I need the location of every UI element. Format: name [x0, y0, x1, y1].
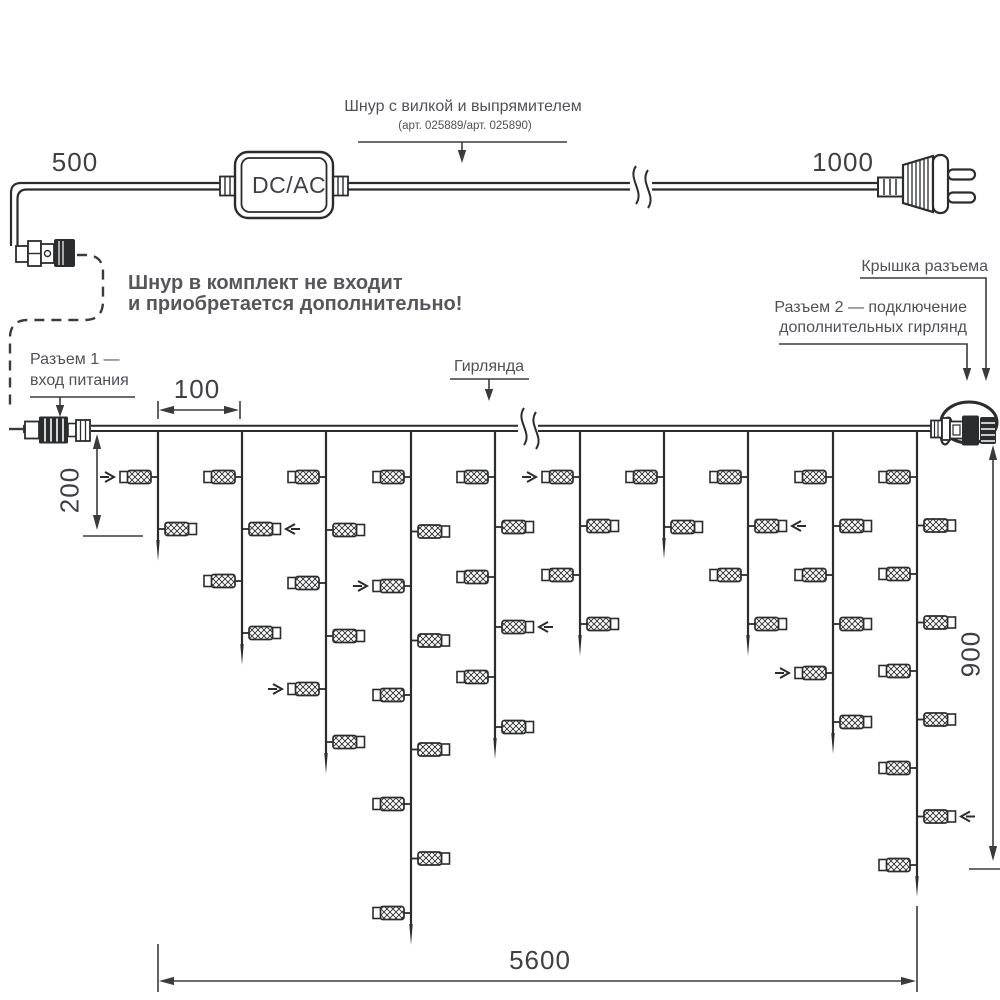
lamp-icon: [795, 667, 833, 680]
garland-label: Гирлянда: [453, 358, 525, 375]
connector2-label-line1: Разъем 2 — подключение: [774, 299, 967, 316]
lamp-icon: [120, 471, 158, 484]
dim-900-value: 900: [955, 630, 986, 678]
garland-break-icon: [521, 408, 538, 449]
lamp-icon: [833, 618, 872, 631]
lamp-icon: [495, 521, 534, 534]
flash-arrow-icon: [775, 668, 789, 678]
lamp-icon: [411, 852, 450, 865]
lamp-icon: [158, 523, 197, 536]
lamp-icon: [457, 571, 495, 584]
lamp-icon: [917, 810, 956, 823]
lamp-icon: [373, 907, 411, 920]
lamp-icon: [917, 519, 956, 532]
lamp-icon: [748, 520, 787, 533]
lamp-icon: [457, 471, 495, 484]
lamp-icon: [373, 798, 411, 811]
dim-5600-value: 5600: [509, 945, 571, 975]
icicle-drop: [204, 431, 300, 665]
lamp-icon: [580, 618, 619, 631]
lamp-icon: [411, 525, 450, 538]
garland-leader: [450, 379, 529, 401]
lamp-icon: [242, 627, 281, 640]
lamp-icon: [710, 471, 748, 484]
lamp-icon: [326, 736, 365, 749]
lamp-icon: [879, 859, 917, 872]
flash-arrow-icon: [539, 622, 553, 632]
connector1-label-line1: Разъем 1 —: [30, 351, 120, 368]
lamp-icon: [917, 616, 956, 629]
lamp-icon: [795, 471, 833, 484]
lamp-icon: [917, 713, 956, 726]
lamp-icon: [833, 716, 872, 729]
lamp-icon: [326, 524, 365, 537]
note-line2: и приобретается дополнительно!: [128, 293, 463, 315]
lamp-icon: [748, 618, 787, 631]
garland-input-connector: [25, 417, 90, 444]
lamp-icon: [495, 721, 534, 734]
dcac-label: DC/AC: [252, 172, 327, 198]
lamp-icon: [373, 471, 411, 484]
lamp-icon: [411, 634, 450, 647]
lamp-icon: [542, 471, 580, 484]
lamp-icon: [542, 569, 580, 582]
lamp-icon: [795, 569, 833, 582]
flash-arrow-icon: [286, 524, 300, 534]
lamp-icon: [495, 621, 534, 634]
lamp-icon: [204, 575, 242, 588]
flash-arrow-icon: [522, 472, 536, 482]
cable-break-icon: [633, 166, 650, 208]
garland-wire: [91, 408, 933, 449]
connector2-label-line2: дополнительных гирлянд: [779, 319, 967, 336]
lamp-icon: [204, 471, 242, 484]
icicle-drop: [710, 431, 806, 656]
lamp-icon: [580, 520, 619, 533]
lamp-icon: [879, 471, 917, 484]
icicle-drop: [100, 431, 197, 561]
lamp-icon: [288, 577, 326, 590]
icicle-drop: [268, 431, 365, 774]
power-plug-icon: [878, 155, 975, 213]
lamp-icon: [879, 568, 917, 581]
lamp-icon: [710, 569, 748, 582]
lamp-icon: [373, 580, 411, 593]
dim-1000-value: 1000: [812, 147, 874, 177]
lamp-icon: [879, 762, 917, 775]
dim-200: [83, 434, 143, 536]
garland-output-connector: [931, 402, 997, 446]
cap-label: Крышка разъема: [861, 258, 988, 275]
icicle-drop: [353, 431, 450, 945]
connector1-label-line2: вход питания: [30, 372, 129, 389]
lamp-icon: [664, 521, 703, 534]
flash-arrow-icon: [353, 581, 367, 591]
flash-arrow-icon: [961, 812, 975, 822]
lamp-icon: [411, 743, 450, 756]
lamp-icon: [373, 689, 411, 702]
lamp-icon: [626, 471, 664, 484]
cord-art-label: (арт. 025889/арт. 025890): [398, 120, 532, 132]
dim-500-value: 500: [51, 147, 99, 177]
dim-100-value: 100: [173, 374, 221, 404]
lamp-icon: [326, 630, 365, 643]
icicle-drop: [522, 431, 619, 656]
dim-200-value: 200: [54, 466, 85, 514]
flash-arrow-icon: [792, 521, 806, 531]
cord-connector: [16, 239, 75, 267]
flash-arrow-icon: [100, 472, 114, 482]
icicle-drop: [626, 431, 703, 559]
connector2-leader: [779, 344, 971, 381]
drops-layer: [100, 431, 975, 945]
lamp-icon: [457, 671, 495, 684]
icicle-drop: [775, 431, 872, 754]
icicle-drop: [457, 431, 553, 759]
connector1-leader: [30, 397, 135, 417]
power-cord: [11, 166, 878, 246]
cord-label: Шнур с вилкой и выпрямителем: [344, 98, 582, 115]
note-line1: Шнур в комплект не входит: [128, 272, 403, 294]
lamp-icon: [242, 523, 281, 536]
lamp-icon: [879, 665, 917, 678]
lamp-icon: [833, 520, 872, 533]
flash-arrow-icon: [268, 684, 282, 694]
cord-label-leader: [358, 142, 567, 163]
lamp-icon: [288, 471, 326, 484]
lamp-icon: [288, 683, 326, 696]
